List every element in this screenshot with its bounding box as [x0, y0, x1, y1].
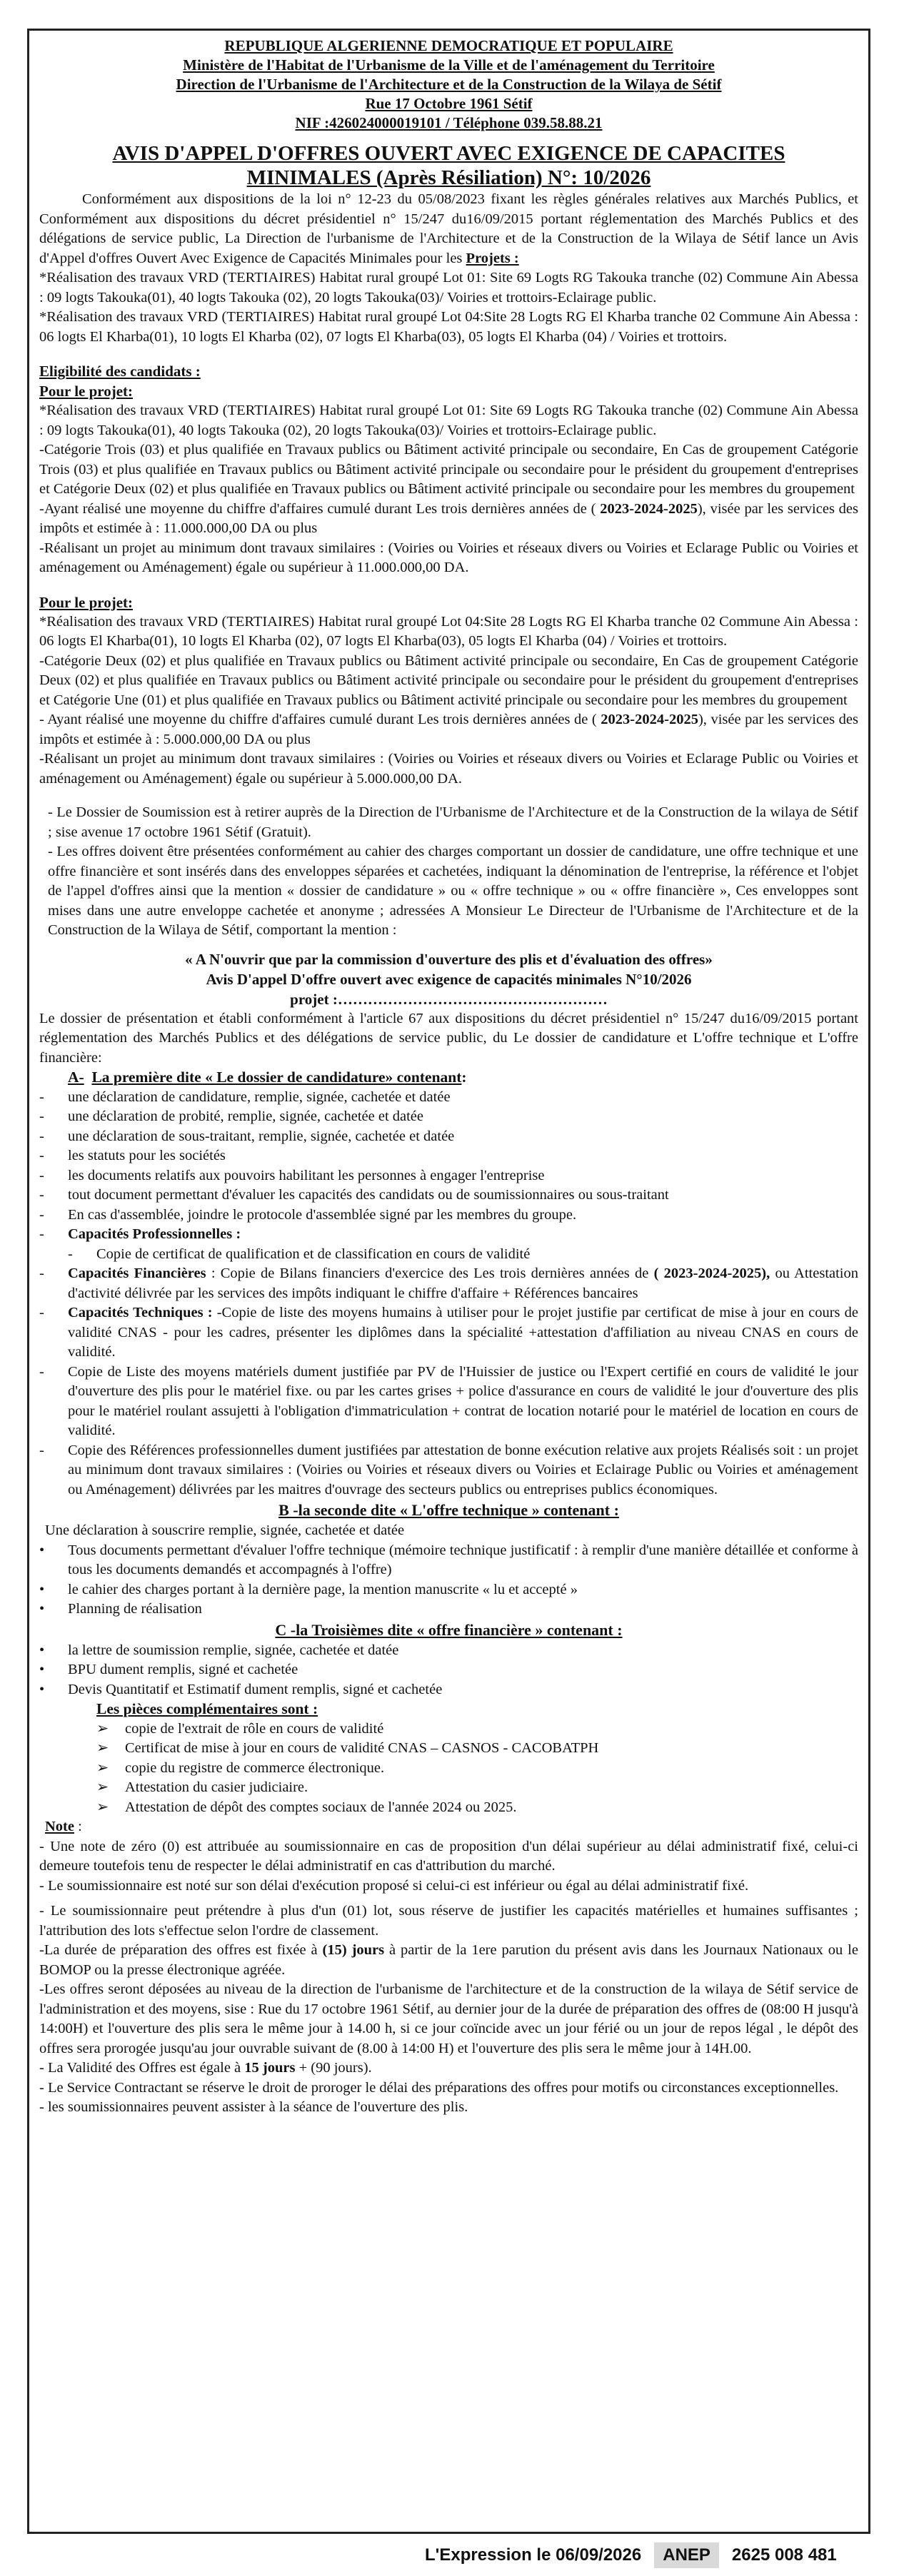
lot4-project: *Réalisation des travaux VRD (TERTIAIRES) Habitat rural groupé Lot 04:Site 28 Logts RG El Kharba tranche 02 Commune Ain Abessa : 06 logts El Kharba(01), 10 logts El Kharba (02), 07 logts El Kharba(03), 05 logts El Kharba (04) / Voiries et trottoirs.: [39, 613, 858, 649]
list-item-text: Planning de réalisation: [68, 1601, 202, 1617]
section-a-heading: [39, 1068, 858, 1088]
lot4-turnover-a: - Ayant réalisé une moyenne du chiffre d'affaires cumulé durant Les trois dernières années de (: [39, 712, 597, 727]
list-item: - Copie de Liste des moyens matériels dument justifiée par PV de l'Huissier de justice ou l'Expert certifié en cours de validité le jour d'ouverture des plis pour le matériel fixe. ou par les cartes grises + police d'assurance en cours de validité le jour d'ouverture des plis pour le matériel roulant assujetti à l'obligation d'immatriculation + contrat de location notarié pour le matériel de location en cours de validité.: [39, 1363, 858, 1438]
mention-line2: Avis D'appel D'offre ouvert avec exigence de capacités minimales N°10/2026: [206, 970, 692, 988]
list-item: - une déclaration de candidature, remplie, signée, cachetée et datée: [39, 1089, 451, 1105]
footer-agency: ANEP: [654, 2542, 719, 2568]
header-address: Rue 17 Octobre 1961 Sétif: [365, 95, 533, 112]
section-b-list: [39, 1541, 858, 1620]
list-item: - Copie des Références professionnelles dument justifiées par attestation de bonne exécution relative aux projets Réalisés soit : un projet au minimum dont travaux similaires : (Voiries ou Voiries et réseaux divers ou Voiries et Eclairage Public ou Voiries et aménagement ou Aménagement) délivrées par les maitres d'ouvrage des secteurs publics ou entreprises publics économiques.: [39, 1442, 858, 1497]
note-duree: [39, 1941, 858, 1980]
section-a-label: A-: [68, 1069, 84, 1086]
cap-fin-years: ( 2023-2024-2025),: [653, 1266, 770, 1281]
cap-pro-label: Capacités Professionnelles :: [68, 1226, 241, 1242]
list-item-text: une déclaration de sous-traitant, remplie, signée, cachetée et datée: [68, 1128, 455, 1144]
lot1-project-heading: Pour le projet:: [39, 383, 134, 400]
note-validite: [39, 2059, 858, 2079]
lot1-turnover-years: 2023-2024-2025: [600, 500, 698, 517]
lot1-similar: -Réalisant un projet au minimum dont travaux similaires : (Voiries ou Voiries et réseaux divers ou Voiries et Eclarage Public ou Voiries et aménagement ou Aménagement) égale ou supérieur à 11.000.000,00 DA.: [39, 540, 858, 575]
list-item-text: copie de l'extrait de rôle en cours de validité: [125, 1720, 384, 1737]
list-item: ➢ copie du registre de commerce électronique.: [96, 1759, 385, 1776]
lot4-similar: -Réalisant un projet au minimum dont travaux similaires : (Voiries ou Voiries et réseaux divers ou Voiries et Eclarage Public ou Voiries et aménagement ou Aménagement) égale ou supérieur à 5.000.000,00 DA.: [39, 751, 858, 787]
list-item-text: Attestation du casier judiciaire.: [125, 1779, 308, 1795]
list-item: - Copie de certificat de qualification et de classification en cours de validité: [68, 1246, 531, 1262]
notice-title-line1: AVIS D'APPEL D'OFFRES OUVERT AVEC EXIGENCE DE CAPACITES: [112, 142, 785, 165]
lot4-project-heading: Pour le projet:: [39, 593, 134, 611]
cap-pro-text: Copie de certificat de qualification et de classification en cours de validité: [96, 1246, 531, 1262]
publication-footer: [418, 2542, 844, 2568]
lot1-project: *Réalisation des travaux VRD (TERTIAIRES) Habitat rural groupé Lot 01: Site 69 Logts RG Takouka tranche (02) Commune Ain Abessa : 09 logts Takouka(01), 40 logts Takouka (02), 20 logts Takouka(03)/ Voiries et trottoirs-Eclairage public.: [39, 403, 858, 438]
note-label: Note: [45, 1819, 74, 1834]
note-validite-c: + (90 jours).: [295, 2060, 372, 2076]
note-duree-c: à partir de la 1ere parution du présent avis dans les Journaux Nationaux ou le BOMOP ou la presse électronique agréée.: [39, 1942, 858, 1978]
note-colon: :: [74, 1819, 82, 1834]
materiel-text: Copie de Liste des moyens matériels dument justifiée par PV de l'Huissier de justice ou l'Expert certifié en cours de validité le jour d'ouverture des plis pour le matériel fixe. ou par les cartes grises + police d'assurance en cours de validité le jour d'ouverture des plis pour le matériel roulant assujetti à l'obligation d'immatriculation + contrat de location notarié pour le matériel de location en cours de validité.: [68, 1363, 858, 1438]
list-item: - une déclaration de probité, remplie, signée, cachetée et datée: [39, 1108, 424, 1124]
lot4-turnover-years: 2023-2024-2025: [596, 712, 698, 727]
envelope-mention: [39, 949, 858, 1009]
list-item: • Planning de réalisation: [39, 1601, 202, 1617]
header-ministry: Ministère de l'Habitat de l'Urbanisme de la Ville et de l'aménagement du Territoire: [183, 56, 715, 74]
lot1-category: -Catégorie Trois (03) et plus qualifiée en Travaux publics ou Bâtiment activité principale ou secondaire, En Cas de groupement Catégorie Trois (03) et plus qualifiée en Travaux publics ou Bâtiment activité principale ou secondaire pour le président du groupement d'entreprises et Catégorie Deux (02) et plus qualifiée en Travaux publics ou Bâtiment activité principale ou secondaire pour les membres du groupement: [39, 442, 858, 497]
intro-projets-label: Projets :: [466, 250, 519, 266]
section-a-title: La première dite « Le dossier de candidature» contenant: [91, 1069, 462, 1086]
list-item: - tout document permettant d'évaluer les capacités des candidats ou de soumissionnaires ou sous-traitant: [39, 1187, 669, 1203]
note-lots: - Le soumissionnaire peut prétendre à plus d'un (01) lot, sous réserve de justifier les capacités matérielles et humaines suffisantes ; l'attribution des lots s'effectue selon l'ordre de classement.: [39, 1903, 858, 1939]
capacites-financieres: - Capacités Financières : Copie de Bilans financiers d'exercice des Les trois dernières années de ( 2023-2024-2025), ou Attestation d'activité délivrée par les services des impôts indiquant le chiffre d'affaire + Références bancaires: [39, 1266, 859, 1301]
list-item: - une déclaration de sous-traitant, remplie, signée, cachetée et datée: [39, 1128, 455, 1144]
project-lot-01: *Réalisation des travaux VRD (TERTIAIRES) Habitat rural groupé Lot 01: Site 69 Logts RG Takouka tranche (02) Commune Ain Abessa : 09 logts Takouka(01), 40 logts Takouka (02), 20 logts Takouka(03)/ Voiries et trottoirs-Eclairage public.: [39, 270, 858, 305]
references-text: Copie des Références professionnelles dument justifiées par attestation de bonne exécution relative aux projets Réalisés soit : un projet au minimum dont travaux similaires : (Voiries ou Voiries et réseaux divers ou Voiries et Eclairage Public ou Voiries et aménagement ou Aménagement) délivrées par les maitres d'ouvrage des secteurs publics ou entreprises publics économiques.: [68, 1442, 858, 1497]
lot4-turnover: [39, 710, 858, 749]
note-seance: - les soumissionnaires peuvent assister à la séance de l'ouverture des plis.: [39, 2099, 468, 2115]
cap-tech-text: -Copie de liste des moyens humains à utiliser pour le projet justifie par certificat de mise à jour en cours de validité CNAS - pour les cadres, présenter les diplômes dans la spécialité +attestation d'affiliation au niveau CNAS en cours de validité.: [68, 1305, 859, 1360]
cap-fin-text-a: : Copie de Bilans financiers d'exercice des Les trois dernières années de: [206, 1266, 649, 1281]
capacites-techniques: - Capacités Techniques : -Copie de liste des moyens humains à utiliser pour le projet justifie par certificat de mise à jour en cours de validité CNAS - pour les cadres, présenter les diplômes dans la spécialité +attestation d'affiliation au niveau CNAS en cours de validité.: [39, 1305, 859, 1360]
note-prorogation: - Le Service Contractant se réserve le droit de proroger le délai des préparations des offres pour motifs ou circonstances exceptionnelles.: [39, 2079, 839, 2096]
header-nif: NIF :426024000019101 / Téléphone 039.58.88.21: [295, 114, 603, 131]
section-c-title: C -la Troisièmes dite « offre financière » contenant :: [275, 1620, 623, 1639]
list-item: • Devis Quantitatif et Estimatif dument remplis, signé et cachetée: [39, 1681, 443, 1697]
list-item-text: En cas d'assemblée, joindre le protocole d'assemblée signé par les membres du groupe.: [68, 1206, 577, 1223]
lot4-turnover-b: ), visée par les services des impôts et estimée à : 5.000.000,00 DA ou plus: [39, 712, 858, 747]
list-item: ➢ copie de l'extrait de rôle en cours de validité: [96, 1720, 384, 1737]
mention-line1: « A N'ouvrir que par la commission d'ouverture des plis et d'évaluation des offres»: [185, 950, 713, 968]
notice-title: [39, 141, 858, 190]
section-c-heading: [39, 1620, 858, 1641]
announcement-frame: [27, 29, 870, 2534]
header-block: [39, 36, 858, 133]
section-c-list: [39, 1641, 858, 1700]
section-a-list: [39, 1088, 858, 1500]
list-item-text: le cahier des charges portant à la dernière page, la mention manuscrite « lu et accepté »: [68, 1581, 578, 1597]
cap-tech-label: Capacités Techniques :: [68, 1305, 213, 1320]
list-item: • la lettre de soumission remplie, signée, cachetée et datée: [39, 1642, 399, 1658]
project-lot-04: *Réalisation des travaux VRD (TERTIAIRES) Habitat rural groupé Lot 04:Site 28 Logts RG El Kharba tranche 02 Commune Ain Abessa : 06 logts El Kharba(01), 10 logts El Kharba (02), 07 logts El Kharba(03), 05 logts El Kharba (04) / Voiries et trottoirs.: [39, 309, 858, 345]
footer-reference: 2625 008 481: [731, 2545, 837, 2565]
list-item-text: copie du registre de commerce électronique.: [125, 1759, 385, 1776]
list-item-text: tout document permettant d'évaluer les capacités des candidats ou de soumissionnaires ou sous-traitant: [68, 1187, 669, 1203]
presentation-paragraph: Le dossier de présentation et établi conformément à l'article 67 aux dispositions du décret présidentiel n° 15/247 du16/09/2015 portant réglementation des Marchés Publics et des délégations de service public, du Le dossier de candidature et L'offre technique et L'offre financière:: [39, 1010, 858, 1066]
list-item-text: une déclaration de candidature, remplie, signée, cachetée et datée: [68, 1089, 451, 1105]
lot1-turnover: [39, 500, 858, 539]
mention-line3: projet :………………………………………………: [290, 990, 608, 1008]
list-item: • le cahier des charges portant à la dernière page, la mention manuscrite « lu et accepté »: [39, 1581, 578, 1597]
list-item: - les documents relatifs aux pouvoirs habilitant les personnes à engager l'entreprise: [39, 1167, 545, 1183]
section-b-intro: Une déclaration à souscrire remplie, signée, cachetée et datée: [45, 1522, 405, 1538]
extra-pieces-list: [39, 1719, 858, 1818]
section-a-colon: :: [461, 1069, 467, 1086]
note-validite-days: 15 jours: [244, 2060, 296, 2076]
note-zero: - Une note de zéro (0) est attribuée au soumissionnaire en cas de proposition d'un délai supérieur au délai administratif fixé, celui-ci demeure toutefois tenu de respecter le délai administratif en cas d'attribution du marché.: [39, 1838, 858, 1874]
section-b-heading: [39, 1500, 858, 1521]
extra-pieces-heading: Les pièces complémentaires sont :: [96, 1700, 318, 1717]
list-item: - les statuts pour les sociétés: [39, 1148, 226, 1163]
intro-paragraph: [39, 190, 858, 268]
lot4-category: -Catégorie Deux (02) et plus qualifiée en Travaux publics ou Bâtiment activité principale ou secondaire, En Cas de groupement Catégorie Deux (02) et plus qualifiée en Travaux publics ou Bâtiment activité principale ou secondaire pour le président du groupement d'entreprises et Catégorie Une (01) et plus qualifiée en Travaux publics ou Bâtiment activité principale ou secondaire pour les membres du groupement: [39, 652, 858, 708]
dossier-withdrawal: - Le Dossier de Soumission est à retirer auprès de la Direction de l'Urbanisme de l'Architecture et de la Construction de la wilaya de Sétif ; sise avenue 17 octobre 1961 Sétif (Gratuit).: [48, 804, 858, 840]
list-item-text: les documents relatifs aux pouvoirs habilitant les personnes à engager l'entreprise: [68, 1167, 545, 1183]
list-item: - En cas d'assemblée, joindre le protocole d'assemblée signé par les membres du groupe.: [39, 1206, 577, 1223]
list-item-text: Tous documents permettant d'évaluer l'offre technique (mémoire technique justificatif : à remplir d'une manière détaillée et conforme à tous les documents demandés et accompagnés à l'offre): [68, 1542, 858, 1577]
lot1-turnover-a: -Ayant réalisé une moyenne du chiffre d'affaires cumulé durant Les trois dernières années de (: [39, 500, 596, 517]
list-item: • Tous documents permettant d'évaluer l'offre technique (mémoire technique justificatif : à remplir d'une manière détaillée et conforme à tous les documents demandés et accompagnés à l'offre): [39, 1542, 858, 1577]
list-item-text: les statuts pour les sociétés: [68, 1148, 226, 1163]
lot1-turnover-b: ), visée par les services des impôts et estimée à : 11.000.000,00 DA ou plus: [39, 500, 859, 536]
note-depot: -Les offres seront déposées au niveau de la direction de l'urbanisme de l'architecture et de la construction de la wilaya de Sétif service de l'administration et des moyens, sise : Rue du 17 octobre 1961 Sétif, au dernier jour de la durée de préparation des offres de (08:00 H jusqu'à 14:00H) et l'ouverture des plis sera le même jour à 14.00 h, si ce jour coïncide avec un jour férié ou un jour de repos légal , le dépôt des offres sera prorogée jusqu'au jour ouvrable suivant de (8.00 à 14:00 H) et l'ouverture des plis sera le même jour à 14H.00.: [39, 1981, 858, 2056]
list-item-text: BPU dument remplis, signé et cachetée: [68, 1662, 298, 1677]
list-item-text: Attestation de dépôt des comptes sociaux de l'année 2024 ou 2025.: [125, 1799, 517, 1815]
footer-newspaper: L'Expression le 06/09/2026: [425, 2545, 642, 2565]
list-item-text: Certificat de mise à jour en cours de validité CNAS – CASNOS - CACOBATPH: [125, 1740, 599, 1756]
cap-fin-text-b: ou Attestation d'activité délivrée par les services des impôts indiquant le chiffre d'affaire + Références bancaires: [68, 1266, 859, 1301]
capacites-professionnelles: - Capacités Professionnelles :: [39, 1226, 241, 1242]
cap-fin-label: Capacités Financières: [68, 1266, 206, 1281]
list-item-text: Devis Quantitatif et Estimatif dument remplis, signé et cachetée: [68, 1681, 443, 1697]
eligibility-heading: Eligibilité des candidats :: [39, 363, 201, 380]
note-validite-a: - La Validité des Offres est égale à: [39, 2060, 245, 2076]
note-heading: [39, 1817, 858, 1837]
list-item-text: la lettre de soumission remplie, signée, cachetée et datée: [68, 1642, 399, 1658]
header-direction: Direction de l'Urbanisme de l'Architecture et de la Construction de la Wilaya de Sétif: [176, 76, 722, 93]
list-item: ➢ Attestation de dépôt des comptes sociaux de l'année 2024 ou 2025.: [96, 1799, 517, 1815]
note-duree-days: (15) jours: [322, 1942, 385, 1958]
note-duree-a: -La durée de préparation des offres est fixée à: [39, 1942, 323, 1958]
header-republic: REPUBLIQUE ALGERIENNE DEMOCRATIQUE ET POPULAIRE: [224, 37, 673, 54]
section-b-title: B -la seconde dite « L'offre technique » contenant :: [278, 1501, 619, 1519]
list-item: • BPU dument remplis, signé et cachetée: [39, 1662, 298, 1677]
notice-title-line2: MINIMALES (Après Résiliation) N°: 10/2026: [246, 166, 651, 189]
intro-text: Conformément aux dispositions de la loi n° 12-23 du 05/08/2023 fixant les règles générales relatives aux Marchés Publics, et Conformément aux dispositions du décret présidentiel n° 15/247 du16/09/2015 portant réglementation des Marchés Publics et des délégations de service public, La Direction de l'urbanisme de l'Architecture et de la Construction de la Wilaya de Sétif lance un Avis d'Appel d'offres Ouvert Avec Exigence de Capacités Minimales pour les: [39, 191, 858, 266]
list-item-text: une déclaration de probité, remplie, signée, cachetée et datée: [68, 1108, 424, 1124]
list-item: ➢ Certificat de mise à jour en cours de validité CNAS – CASNOS - CACOBATPH: [96, 1740, 599, 1756]
note-delai: - Le soumissionnaire est noté sur son délai d'exécution proposé si celui-ci est inférieur ou égal au délai administratif fixé.: [39, 1877, 749, 1894]
dossier-envelopes: - Les offres doivent être présentées conformément au cahier des charges comportant un dossier de candidature, une offre technique et une offre financière et sont insérés dans des enveloppes séparées et cachetées, indiquant la dénomination de l'entreprise, la référence et l'objet de l'appel d'offres ainsi que la mention « dossier de candidature » ou « offre technique » ou « offre financière », Ces enveloppes sont mises dans une autre enveloppe cachetée et anonyme ; adressées A Monsieur Le Directeur de l'Urbanisme de l'Architecture et de la Construction de la Wilaya de Sétif, comportant la mention :: [48, 844, 858, 938]
list-item: ➢ Attestation du casier judiciaire.: [96, 1779, 308, 1795]
